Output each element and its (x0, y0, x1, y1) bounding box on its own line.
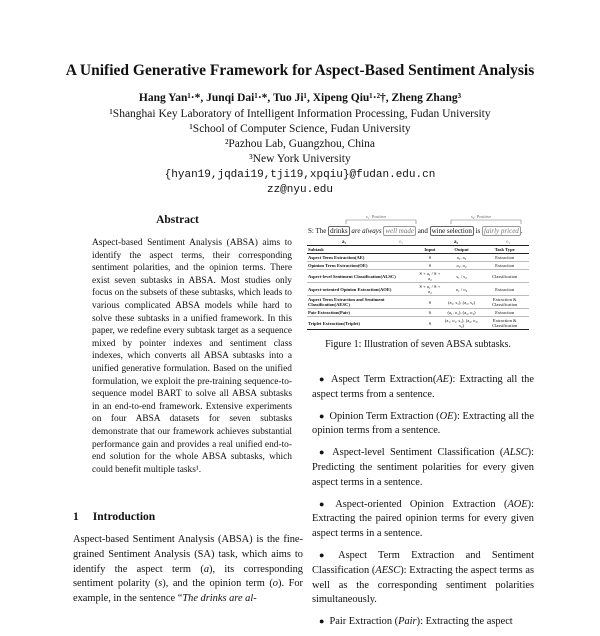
table-row (307, 309, 529, 317)
figure-1 (306, 205, 530, 335)
table-row (307, 262, 529, 270)
intro-var-a: a (203, 563, 210, 575)
abstract-heading: Abstract (156, 214, 199, 226)
row-name: Aspect Term Extraction and Sentiment Classification (308, 297, 385, 307)
row-name: Pair Extraction (308, 310, 339, 315)
label-o1: o₁ (399, 240, 404, 245)
section-heading-introduction (73, 511, 155, 523)
row-output: o₁, o₂ (443, 262, 481, 270)
bullet-desc: Predicting the sentiment polarities for every given aspect terms in a sentence. (312, 461, 534, 488)
row-abbr: (AOE) (378, 286, 392, 292)
intro-text-3: ), and the opinion term ( (162, 578, 273, 590)
row-input: S (417, 296, 443, 309)
bullet-desc: Extracting the aspect terms as well as the corresponding sentiment polarities simultaneously. (312, 564, 534, 606)
row-abbr: (Pair) (338, 310, 350, 315)
bullet-desc: Extracting all the aspect terms from a sentence. (312, 374, 534, 400)
bullet-icon: ● (319, 410, 325, 421)
subtask-table (307, 245, 529, 330)
affiliation-3: ²Pazhou Lab, Guangzhou, China (224, 138, 376, 150)
row-input: S (417, 262, 443, 270)
polarity-label-2: s₂: Positive (471, 214, 492, 219)
row-name: Triplet Extraction (308, 320, 344, 326)
example-sentence (308, 227, 523, 235)
bullet-abbr: AESC (375, 564, 401, 576)
bullet-icon: ● (319, 549, 334, 560)
sentence-end: . (520, 227, 523, 235)
intro-var-s: s (158, 578, 163, 590)
row-output: o₁ / o₂ (443, 283, 481, 296)
row-name: Aspect Term Extraction (308, 255, 355, 260)
figure-caption: Figure 1: Illustration of seven ABSA subtasks. (325, 339, 511, 350)
intro-text-1: Aspect-based Sentiment Analysis (ABSA) is the fine-grained Sentiment Analysis (SA) task, which aims to identify the aspect term ( (73, 534, 303, 575)
table-row (307, 270, 529, 283)
bullet-name: Aspect Term Extraction and Sentiment Classification (312, 549, 535, 576)
row-type: Extraction & Classification (480, 296, 529, 309)
list-item: ● Pair Extraction (Pair): Extracting the aspect (319, 616, 513, 628)
row-abbr: (ALSC) (380, 273, 396, 279)
list-item: ● Opinion Term Extraction (OE): Extracting all the opinion terms from a sentence. (312, 410, 534, 437)
intro-text-5: The drinks are al- (182, 593, 257, 605)
row-name: Aspect-level Sentiment Classification (308, 273, 381, 279)
label-a2: a₂ (454, 240, 458, 245)
section-number: 1 (73, 511, 79, 523)
polarity-label-1: s₁: Positive (366, 214, 387, 219)
bullet-abbr: AOE (507, 498, 528, 510)
table-row (307, 296, 529, 309)
col-subtask: Subtask (307, 246, 417, 254)
row-output: a₁, a₂ (443, 254, 481, 262)
label-o2: o₂ (506, 240, 511, 245)
affiliation-4: ³New York University (249, 153, 351, 165)
col-output: Output (443, 246, 481, 254)
affiliation-1: ¹Shanghai Key Laboratory of Intelligent Information Processing, Fudan University (109, 108, 491, 120)
bullet-icon: ● (319, 498, 331, 509)
list-item: ● Aspect-oriented Opinion Extraction (AOE): Extracting the paired opinion terms for every given aspect terms in a sentence. (312, 498, 535, 540)
bullet-icon: ● (319, 374, 326, 384)
abstract-body: Aspect-based Sentiment Analysis (ABSA) aims to identify the aspect terms, their corresponding sentiment polarities, and the opinion terms. There exist seven subtasks in ABSA. Most studies only focus on the subsets of these subtasks, which leads to various complicated ABSA models while hard to solve these subtasks in a unified framework. In this paper, we redefine every subtask target as a sequence mixed by pointer indexes and sentiment class indexes, which converts all ABSA subtasks into a unified generative formulation. Based on the unified formulation, we exploit the pre-training sequence-to-sequence model BART to solve all ABSA subtasks in an end-to-end framework. Extensive experiments on four ABSA datasets for seven subtasks demonstrate that our framework achieves substantial performance gain and provides a real unified end-to-end solution for the whole ABSA subtasks, which could benefit multiple tasks¹. (92, 238, 292, 475)
intro-text-2: ), its corresponding sentiment polarity ( (73, 563, 303, 590)
row-name: Aspect-oriented Opinion Extraction (308, 286, 379, 292)
row-type: Extraction (480, 309, 529, 317)
row-abbr: (AESC) (334, 302, 350, 307)
bullet-name: Opinion Term Extraction (329, 410, 434, 422)
email-line-2[interactable]: zz@nyu.edu (266, 184, 333, 196)
row-output: (a₁, o₁), (a₂, o₂) (443, 309, 481, 317)
row-type: Classification (480, 270, 529, 283)
row-output: s₁ / s₂ (443, 270, 481, 283)
row-output: (a₁, o₁, s₁), (a₂, o₂, s₂) (443, 317, 481, 330)
table-row (307, 283, 529, 296)
row-input: S + a₁ / S + a₂ (417, 283, 443, 296)
figure-brackets (306, 205, 530, 245)
row-input: S (417, 254, 443, 262)
row-type: Extraction & Classification (480, 317, 529, 330)
bullet-abbr: AE (436, 374, 450, 385)
bullet-name: Aspect Term Extraction (330, 374, 433, 385)
row-abbr: (OE) (357, 263, 368, 268)
row-name: Opinion Term Extraction (308, 263, 358, 268)
label-a1: a₁ (342, 240, 346, 245)
sentence-mid-1: are always (351, 227, 382, 235)
opinion-term-2: fairly priced (484, 227, 519, 235)
col-input: Input (417, 246, 443, 254)
aspect-term-1: drinks (330, 227, 348, 235)
row-input: S (417, 309, 443, 317)
list-item: ● Aspect Term Extraction and Sentiment Classification (AESC): Extracting the aspect terms as well as the corresponding sentiment polarities simultaneously. (312, 549, 535, 606)
table-row (307, 317, 529, 330)
subtask-list (312, 372, 534, 636)
row-input: S (417, 317, 443, 330)
table-row (307, 254, 529, 262)
bullet-icon: ● (319, 616, 325, 627)
row-abbr: (AE) (354, 255, 365, 260)
aspect-term-2: wine selection (431, 227, 472, 235)
intro-text-4: ). For example, in the sentence “ (73, 578, 303, 605)
row-input: S + a₁ / S + a₂ (417, 270, 443, 283)
author-list: Hang Yan¹·*, Junqi Dai¹·*, Tuo Ji¹, Xipeng Qiu¹·²†, Zheng Zhang³ (138, 92, 462, 104)
sentence-mid-3: is (475, 227, 481, 235)
list-item: ● Aspect-level Sentiment Classification (ALSC): Predicting the sentiment polarities for every given aspect terms in a sentence. (312, 447, 534, 488)
row-type: Extraction (480, 262, 529, 270)
paper-title: A Unified Generative Framework for Aspect-Based Sentiment Analysis (65, 62, 535, 79)
bullet-name: Aspect-level Sentiment Classification (332, 447, 495, 459)
section-title: Introduction (92, 511, 156, 523)
bullet-abbr: OE (439, 410, 454, 422)
bullet-desc: Extracting the paired opinion terms for every given aspect terms in a sentence. (312, 513, 534, 540)
bullet-desc: Extracting the aspect (425, 616, 513, 628)
sentence-mid-2: and (417, 227, 428, 235)
bullet-name: Aspect-oriented Opinion Extraction (335, 498, 496, 510)
bullet-abbr: Pair (398, 616, 417, 628)
bullet-abbr: ALSC (503, 447, 528, 459)
sentence-prefix: S: The (308, 227, 327, 235)
list-item: ● Aspect Term Extraction(AE): Extracting all the aspect terms from a sentence. (312, 374, 534, 400)
introduction-paragraph (73, 533, 303, 607)
intro-var-o: o (272, 578, 278, 590)
row-abbr: (Triplet) (343, 320, 361, 326)
row-type: Extraction (480, 283, 529, 296)
opinion-term-1: well made (385, 227, 414, 235)
email-line-1[interactable]: {hyan19,jqdai19,tji19,xpqiu}@fudan.edu.cn (164, 169, 436, 181)
row-type: Extraction (480, 254, 529, 262)
col-task-type: Task Type (480, 246, 529, 254)
bullet-name: Pair Extraction (329, 616, 393, 628)
bullet-desc: Extracting all the opinion terms from a sentence. (312, 410, 534, 437)
affiliation-2: ¹School of Computer Science, Fudan University (189, 123, 411, 135)
bullet-icon: ● (319, 447, 328, 458)
row-output: (a₁, s₁), (a₂, s₂) (443, 296, 481, 309)
